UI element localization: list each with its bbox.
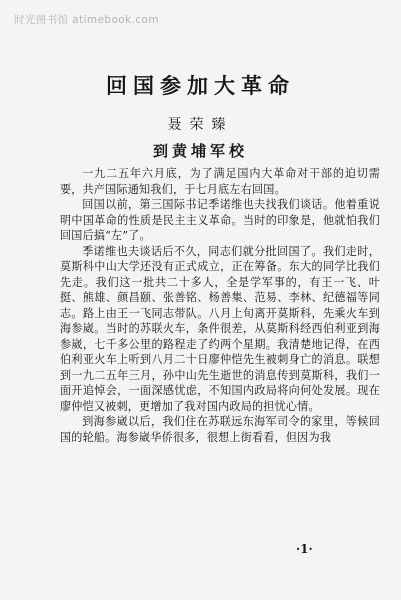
paragraph: 季诺维也夫谈话后不久，同志们就分批回国了。我们走时，莫斯科中山大学还没有正式成立，正在筹备。东大的同学比我们先走。我们这一批共二十多人，全是学军事的，有王一飞、叶挺、熊雄、颜昌颐、张善铭、杨善集、范易、李林、纪德福等同志。路上由王一飞同志带队。八月上旬离开莫斯科，先乘火车到海参崴。当时的苏联火车，条件很差，从莫斯科经西伯利亚到海参崴，七千多公里的路程走了约两个星期。我清楚地记得，在西伯利亚火车上听到八月二十日廖仲恺先生被刺身亡的消息。联想到一九二五年三月，孙中山先生逝世的消息传到莫斯科，我们一面开追悼会，一面深感忧虑，不知国内政局将向何处发展。现在廖仲恺又被刺，更增加了我对国内政局的担忧心情。: [60, 244, 380, 413]
paragraph: 一九二五年六月底，为了满足国内大革命对干部的迫切需要，共产国际通知我们，于七月底左右回国。: [60, 167, 380, 196]
author-name: 聂荣臻: [167, 117, 234, 133]
page-number: ·1·: [296, 542, 313, 556]
paragraph: 回国以前，第三国际书记季诺维也夫找我们谈话。他着重说明中国革命的性质是民主主义革命。当时的印象是，他就怕我们回国后搞“左”了。: [60, 198, 380, 242]
chapter-title: 回国参加大革命: [106, 74, 295, 98]
paragraph: 到海参崴以后，我们住在苏联远东海军司令的家里，等候回国的轮船。海参崴华侨很多，很想上街看看，但因为我: [60, 415, 380, 444]
watermark-text: 时光图书馆 atimebook.com: [14, 14, 159, 26]
section-heading: 到黄埔军校: [152, 142, 248, 160]
body-text: [60, 166, 380, 445]
